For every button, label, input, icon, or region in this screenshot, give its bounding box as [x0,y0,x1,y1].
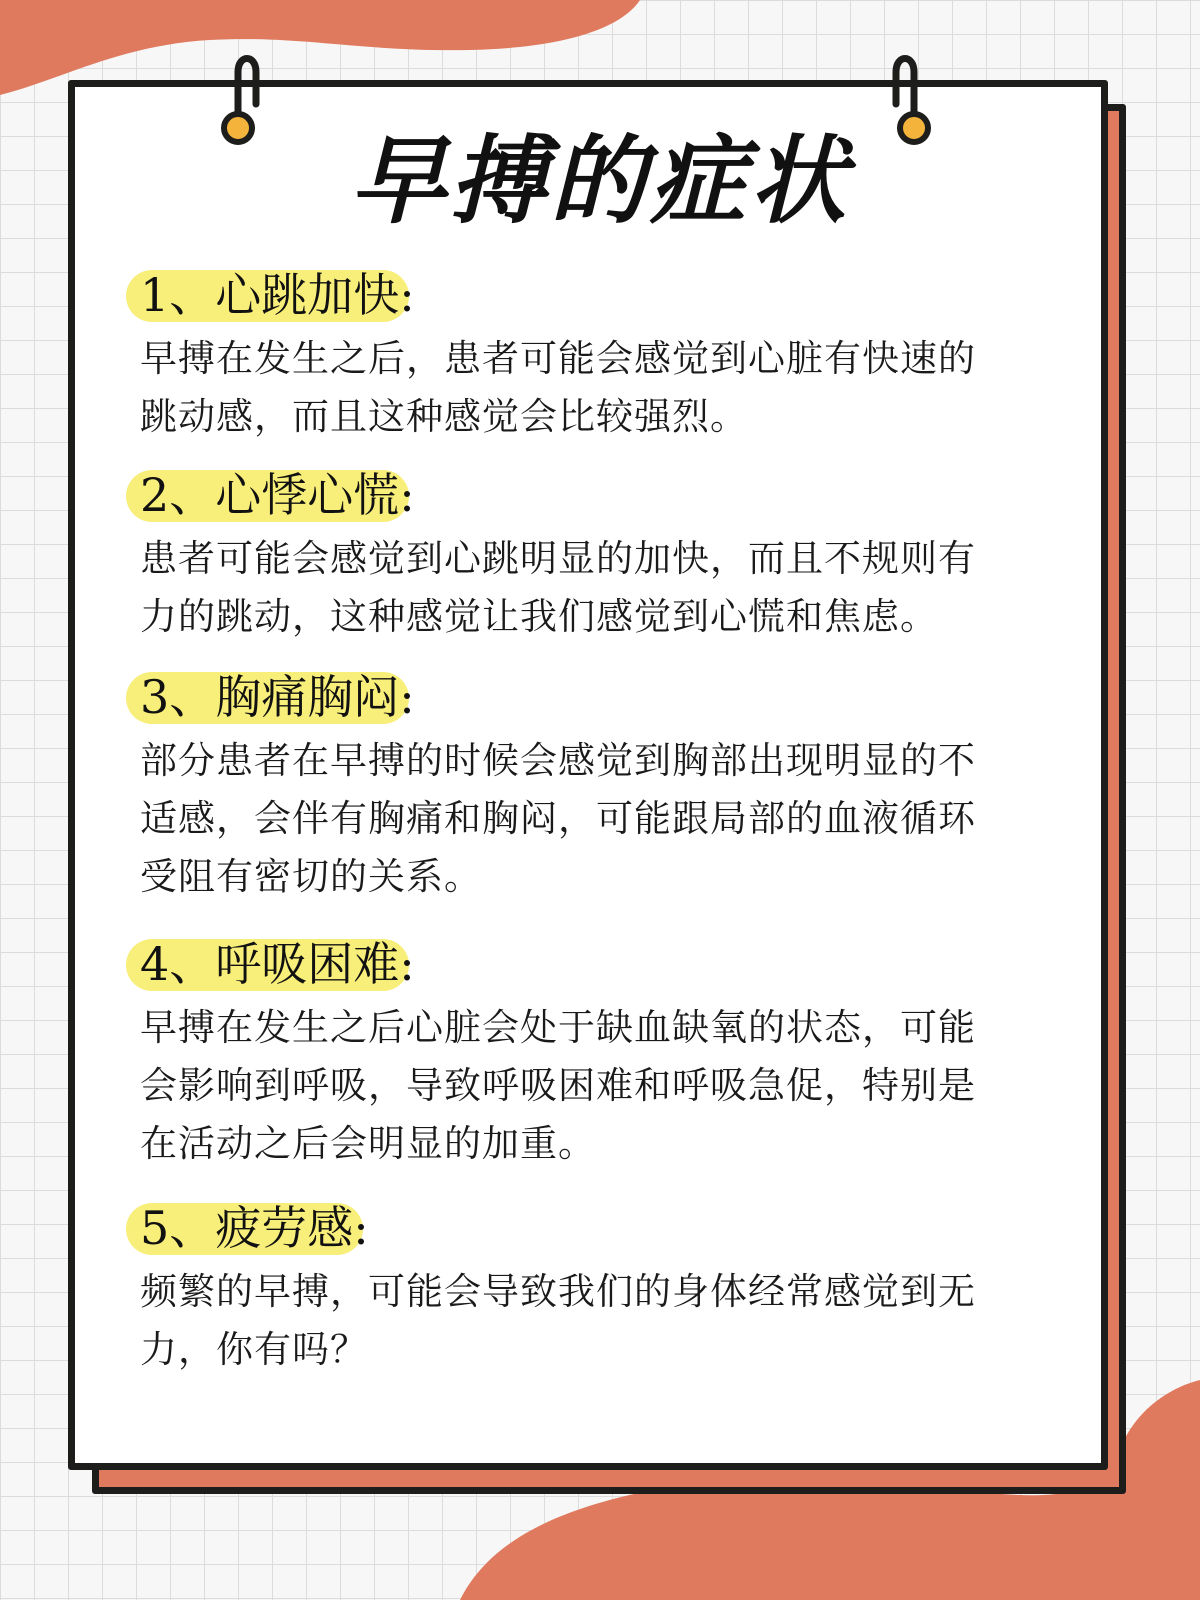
page-title: 早搏的症状 [350,125,850,237]
symptom-description: 频繁的早搏，可能会导致我们的身体经常感觉到无 力，你有吗？ [140,1270,976,1371]
symptom-description: 部分患者在早搏的时候会感觉到胸部出现明显的不 适感，会伴有胸痛和胸闷，可能跟局部的血液循环 受阻有密切的关系。 [140,739,976,898]
symptom-heading: 4、呼吸困难: [140,933,415,995]
symptom-section-5 [140,1197,1040,1379]
symptom-description: 患者可能会感觉到心跳明显的加快，而且不规则有 力的跳动，这种感觉让我们感觉到心慌和焦虑。 [140,537,976,638]
symptom-heading: 2、心悸心慌: [140,464,415,526]
symptom-section-1 [140,264,1040,446]
symptom-heading: 3、胸痛胸闷: [140,666,415,728]
symptom-description: 早搏在发生之后，患者可能会感觉到心脏有快速的 跳动感，而且这种感觉会比较强烈。 [140,337,976,438]
symptom-section-2 [140,464,1040,646]
symptom-heading: 5、疲劳感: [140,1197,369,1259]
symptom-section-4 [140,933,1040,1173]
symptom-section-3 [140,666,1040,906]
symptom-heading: 1、心跳加快: [140,264,415,326]
symptom-description: 早搏在发生之后心脏会处于缺血缺氧的状态，可能 会影响到呼吸，导致呼吸困难和呼吸急促，特别是 在活动之后会明显的加重。 [140,1006,976,1165]
